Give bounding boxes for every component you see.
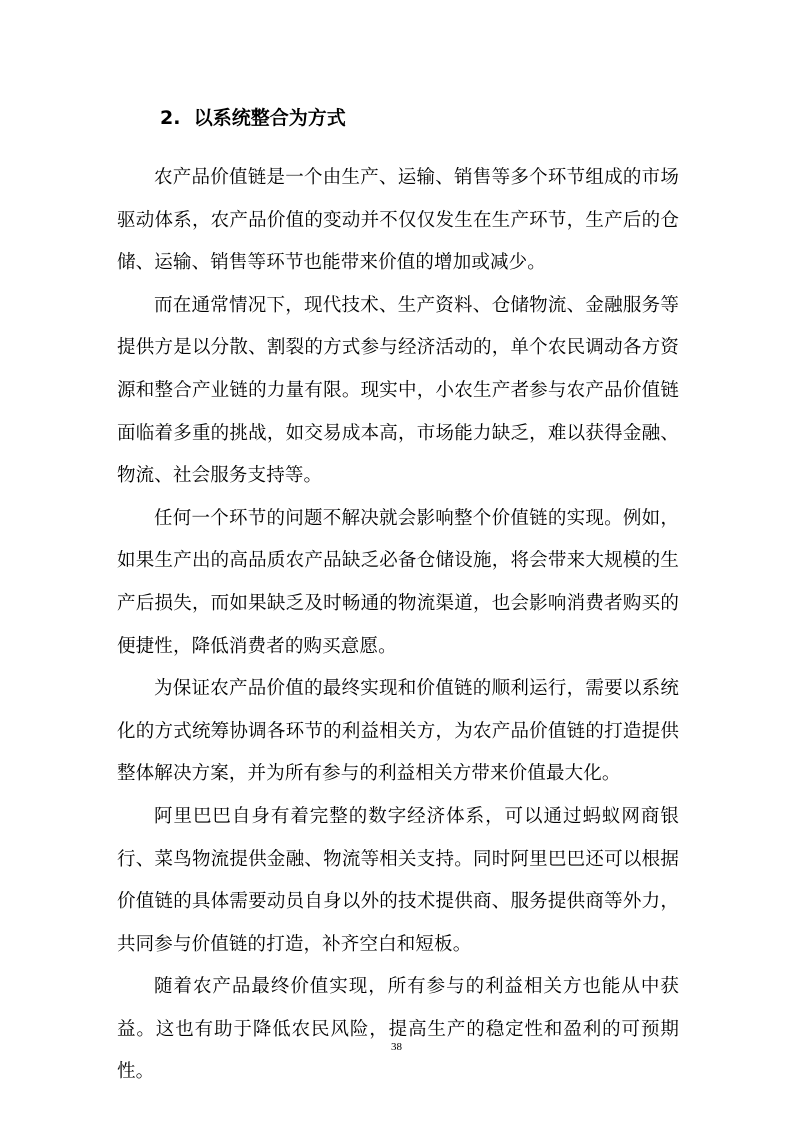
- paragraph: 为保证农产品价值的最终实现和价值链的顺利运行，需要以系统化的方式统筹协调各环节的利益相关方，为农产品价值链的打造提供整体解决方案，并为所有参与的利益相关方带来价值最大化。: [117, 678, 679, 785]
- section-number: 2.: [160, 107, 181, 129]
- page-number: 38: [391, 1041, 402, 1053]
- section-title: 以系统整合为方式: [193, 107, 346, 129]
- paragraph: 任何一个环节的问题不解决就会影响整个价值链的实现。例如，如果生产出的高品质农产品缺乏必备仓储设施，将会带来大规模的生产后损失，而如果缺乏及时畅通的物流渠道，也会影响消费者购买的便捷性，降低消费者的购买意愿。: [117, 507, 679, 657]
- paragraph: 农产品价值链是一个由生产、运输、销售等多个环节组成的市场驱动体系，农产品价值的变动并不仅仅发生在生产环节，生产后的仓储、运输、销售等环节也能带来价值的增加或减少。: [117, 167, 679, 274]
- paragraph: 随着农产品最终价值实现，所有参与的利益相关方也能从中获益。这也有助于降低农民风险，提高生产的稳定性和盈利的可预期性。: [117, 976, 679, 1083]
- section-heading: [160, 104, 700, 132]
- body-text: [117, 157, 679, 1094]
- paragraph: 阿里巴巴自身有着完整的数字经济体系，可以通过蚂蚁网商银行、菜鸟物流提供金融、物流等相关支持。同时阿里巴巴还可以根据价值链的具体需要动员自身以外的技术提供商、服务提供商等外力，共同参与价值链的打造，补齐空白和短板。: [117, 805, 679, 955]
- paragraph: 而在通常情况下，现代技术、生产资料、仓储物流、金融服务等提供方是以分散、割裂的方式参与经济活动的，单个农民调动各方资源和整合产业链的力量有限。现实中，小农生产者参与农产品价值链面临着多重的挑战，如交易成本高，市场能力缺乏，难以获得金融、物流、社会服务支持等。: [117, 294, 679, 487]
